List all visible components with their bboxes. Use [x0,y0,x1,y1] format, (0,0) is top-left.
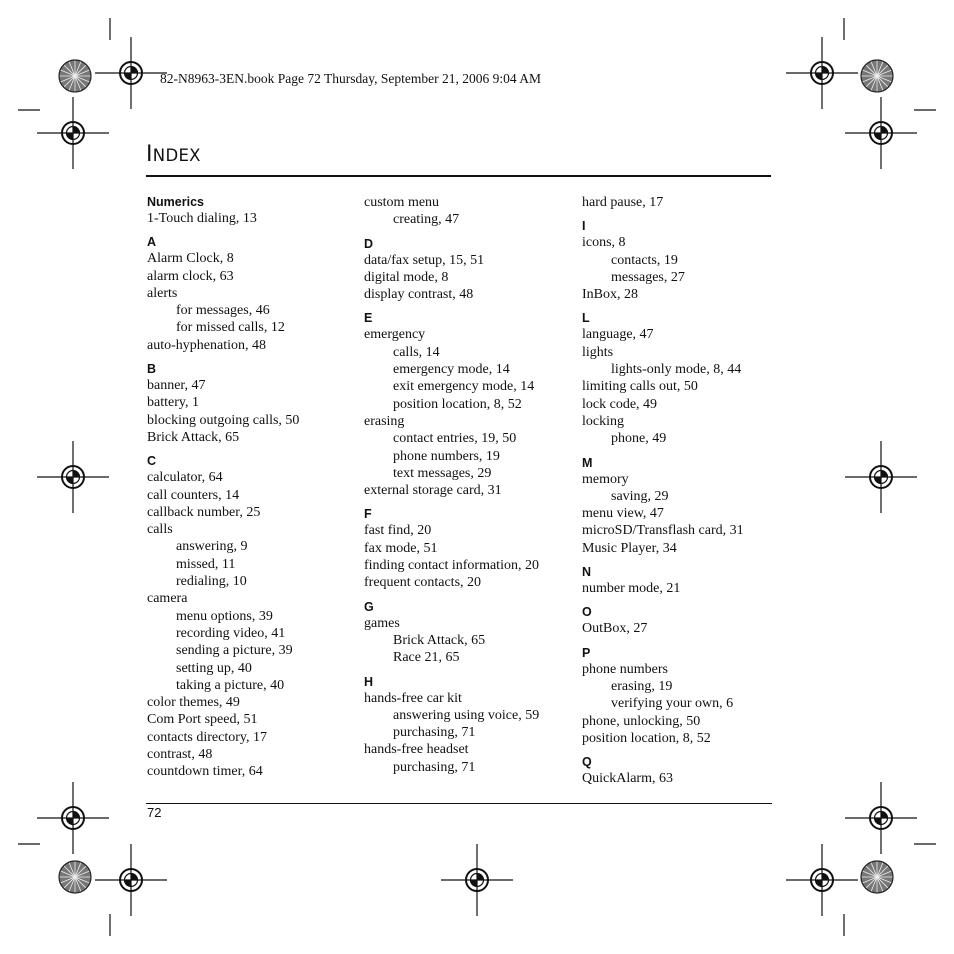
index-subentry: answering using voice, 59 [393,707,540,723]
index-subentry: erasing, 19 [611,678,673,694]
index-section-heading: L [582,311,590,326]
index-entry: QuickAlarm, 63 [582,771,673,787]
index-entry: games [364,615,400,631]
registration-mark [441,844,513,916]
index-section-heading: I [582,219,586,234]
index-entry: blocking outgoing calls, 50 [147,412,300,428]
index-entry: display contrast, 48 [364,287,474,303]
page-title [146,142,201,167]
index-entry: phone numbers [582,661,668,677]
index-entry: Alarm Clock, 8 [147,251,234,267]
index-subentry: redialing, 10 [176,574,247,590]
index-entry: countdown timer, 64 [147,764,263,780]
index-entry: limiting calls out, 50 [582,379,698,395]
index-entry: custom menu [364,195,440,210]
index-entry: lights [582,344,614,360]
registration-mark [845,97,917,169]
index-subentry: calls, 14 [393,344,440,360]
index-entry: locking [582,413,624,429]
index-section-heading: Q [582,755,592,770]
index-column-3 [582,194,797,787]
index-entry: hands-free car kit [364,690,462,706]
index-entry: finding contact information, 20 [364,558,539,574]
index-section-heading: C [147,454,157,469]
index-subentry: messages, 27 [611,269,685,285]
index-subentry: purchasing, 71 [393,759,476,775]
registration-mark [37,97,109,169]
index-entry: Com Port speed, 51 [147,712,258,728]
index-subentry: text messages, 29 [393,465,492,481]
index-subentry: answering, 9 [176,539,248,555]
index-subentry: lights-only mode, 8, 44 [611,362,742,378]
color-target-mark [861,861,893,893]
index-entry: auto-hyphenation, 48 [147,337,266,353]
index-entry: icons, 8 [582,235,626,251]
index-entry: memory [582,471,629,487]
index-entry: fax mode, 51 [364,540,438,556]
index-section-heading: O [582,605,592,620]
footer-rule [146,803,772,804]
index-section-heading: A [147,235,157,250]
index-entry: calculator, 64 [147,470,223,486]
index-entry: alerts [147,285,178,301]
index-entry: Brick Attack, 65 [147,429,240,445]
index-entry: hands-free headset [364,742,469,758]
registration-mark [786,37,858,109]
index-entry: external storage card, 31 [364,483,502,499]
index-entry: call counters, 14 [147,487,240,503]
page-title-initial: I [146,142,153,167]
index-subentry: Race 21, 65 [393,650,460,666]
index-entry: hard pause, 17 [582,195,664,210]
print-job-header: 82-N8963-3EN.book Page 72 Thursday, September 21, 2006 9:04 AM [160,71,541,86]
index-entry: callback number, 25 [147,504,261,520]
index-subentry: taking a picture, 40 [176,677,285,693]
index-section-heading: N [582,565,592,580]
index-entry: frequent contacts, 20 [364,575,482,591]
index-entry: number mode, 21 [582,581,681,597]
index-subentry: setting up, 40 [176,660,252,676]
index-entry: battery, 1 [147,395,199,411]
index-entry: calls [147,522,173,538]
index-entry: OutBox, 27 [582,621,648,637]
index-entry: InBox, 28 [582,287,638,303]
index-entry: 1-Touch dialing, 13 [147,211,257,226]
index-entry: Music Player, 34 [582,540,677,556]
registration-mark [845,782,917,854]
index-entry: emergency [364,327,426,343]
page-number: 72 [147,805,162,820]
index-section-heading: M [582,455,593,470]
registration-mark [37,441,109,513]
title-rule [146,175,771,177]
index-subentry: emergency mode, 14 [393,362,510,378]
index-subentry: for messages, 46 [176,303,270,319]
registration-mark [786,844,858,916]
index-entry: erasing [364,413,405,429]
index-section-heading: G [364,599,374,614]
index-subentry: sending a picture, 39 [176,643,293,659]
index-entry: data/fax setup, 15, 51 [364,252,485,268]
index-subentry: menu options, 39 [176,608,273,624]
index-entry: contacts directory, 17 [147,729,267,745]
index-entry: position location, 8, 52 [582,730,711,746]
index-subentry: saving, 29 [611,488,669,504]
color-target-mark [59,60,91,92]
index-subentry: purchasing, 71 [393,725,476,741]
index-entry: language, 47 [582,327,654,343]
index-subentry: recording video, 41 [176,625,286,641]
color-target-mark [861,60,893,92]
index-entry: lock code, 49 [582,396,658,412]
registration-mark [95,37,167,109]
index-section-heading: F [364,507,372,522]
index-entry: contrast, 48 [147,747,213,763]
index-entry: banner, 47 [147,378,206,394]
page-title-rest: NDEX [152,146,201,165]
index-subentry: Brick Attack, 65 [393,632,486,648]
index-entry: menu view, 47 [582,506,664,522]
index-subentry: position location, 8, 52 [393,396,522,412]
index-section-heading: D [364,236,374,251]
index-subentry: contacts, 19 [611,252,678,268]
index-subentry: exit emergency mode, 14 [393,379,535,395]
index-section-heading: P [582,645,591,660]
registration-mark [95,844,167,916]
index-entry: digital mode, 8 [364,269,449,285]
index-section-heading: B [147,362,157,377]
index-entry: camera [147,591,188,607]
index-section-heading: E [364,311,373,326]
index-entry: alarm clock, 63 [147,268,234,284]
index-entry: color themes, 49 [147,695,240,711]
index-section-heading: Numerics [147,195,204,209]
index-section-heading: H [364,674,374,689]
index-column-2 [364,194,579,776]
color-target-mark [59,861,91,893]
index-subentry: creating, 47 [393,212,460,228]
index-subentry: phone, 49 [611,431,667,447]
index-subentry: phone numbers, 19 [393,448,500,464]
index-subentry: missed, 11 [176,556,236,572]
index-entry: fast find, 20 [364,523,432,539]
registration-mark [37,782,109,854]
index-entry: microSD/Transflash card, 31 [582,523,744,539]
index-column-1 [147,194,362,781]
index-entry: phone, unlocking, 50 [582,713,701,729]
index-subentry: verifying your own, 6 [611,696,734,712]
registration-mark [845,441,917,513]
index-subentry: contact entries, 19, 50 [393,431,517,447]
index-subentry: for missed calls, 12 [176,320,285,336]
